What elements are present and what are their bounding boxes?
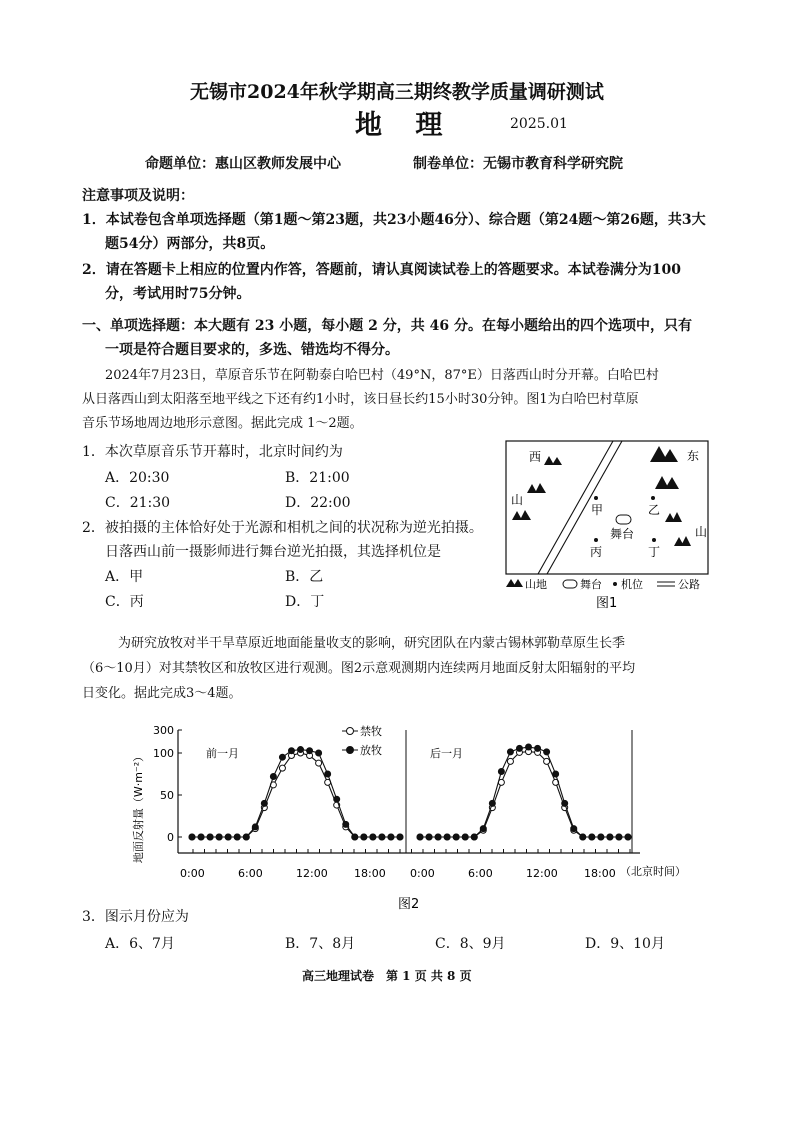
data-point-fangmu	[462, 834, 468, 840]
note-1-line1: 1．本试卷包含单项选择题（第1题～第23题，共23小题46分）、综合题（第24题～第26题，共3大	[82, 212, 706, 228]
stage-icon	[616, 515, 631, 524]
print-unit: 制卷单位：无锡市教育科学研究院	[413, 156, 623, 172]
data-point-fangmu	[225, 834, 231, 840]
chart-ylabel: 地面反射量（W·m⁻²）	[132, 750, 145, 864]
figure2-chart	[120, 715, 700, 935]
legend-stage-icon	[563, 580, 577, 588]
data-point-fangmu	[435, 834, 441, 840]
section1-line1: 一、单项选择题：本大题有 23 小题，每小题 2 分，共 46 分。在每小题给出的四个选项中，只有	[82, 318, 692, 334]
data-point-fangmu	[307, 748, 313, 754]
q3-option-d[interactable]: D．9、10月	[585, 936, 665, 952]
data-point-fangmu	[379, 834, 385, 840]
passage2-line2: （6～10月）对其禁牧区和放牧区进行观测。图2示意观测期内连续两月地面反射太阳辐射的平均	[82, 661, 636, 676]
data-point-fangmu	[489, 800, 495, 806]
data-point-fangmu	[261, 800, 267, 806]
camera-yi-icon	[651, 496, 655, 500]
data-point-fangmu	[397, 834, 403, 840]
passage1-line2: 从日落西山到太阳落至地平线之下还有约1小时，该日昼长约15小时30分钟。图1为白哈巴村草原	[82, 392, 639, 407]
y-tick-label: 0	[167, 831, 174, 844]
q1-option-b[interactable]: B．21:00	[285, 470, 350, 486]
data-point-fangmu	[544, 749, 550, 755]
q2-option-c[interactable]: C．丙	[105, 594, 144, 610]
exam-date: 2025.01	[510, 116, 568, 132]
legend-jinmu-icon	[347, 728, 354, 735]
q1-option-c[interactable]: C．21:30	[105, 495, 171, 511]
x-tick-label: 0:00	[180, 867, 205, 880]
legend-mountain-icon	[506, 579, 523, 587]
panel2-label: 后一月	[430, 747, 463, 760]
y-tick-label: 300	[153, 724, 174, 737]
q3-option-c[interactable]: C．8、9月	[435, 936, 506, 952]
data-point-fangmu	[352, 834, 358, 840]
data-point-fangmu	[216, 834, 222, 840]
data-point-fangmu	[325, 771, 331, 777]
legend-camera-icon	[613, 582, 617, 586]
label-stage: 舞台	[610, 527, 635, 541]
label-yi: 乙	[648, 503, 661, 517]
data-point-fangmu	[562, 800, 568, 806]
y-tick-label: 50	[160, 789, 174, 802]
data-point-jinmu	[544, 758, 550, 764]
series-line-fangmu	[420, 747, 628, 837]
note-2-line2: 分，考试用时75分钟。	[105, 286, 251, 302]
data-point-fangmu	[580, 834, 586, 840]
x-tick-label: 18:00	[354, 867, 386, 880]
x-tick-label: 0:00	[410, 867, 435, 880]
legend-jinmu-label: 禁牧	[360, 725, 382, 738]
data-point-fangmu	[516, 745, 522, 751]
passage1-line1: 2024年7月23日，草原音乐节在阿勒泰白哈巴村（49°N，87°E）日落西山时分开幕。白哈巴村	[105, 368, 659, 383]
data-point-fangmu	[361, 834, 367, 840]
legend-fangmu-label: 放牧	[360, 744, 382, 757]
data-point-fangmu	[198, 834, 204, 840]
series-line-jinmu	[192, 753, 400, 837]
label-mountain-left: 山	[511, 493, 524, 507]
notes-heading: 注意事项及说明：	[82, 188, 194, 204]
label-mountain-right: 山	[695, 525, 708, 539]
note-1-line2: 题54分）两部分，共8页。	[105, 236, 275, 252]
note-2-line1: 2．请在答题卡上相应的位置内作答，答题前，请认真阅读试卷上的答题要求。本试卷满分为100	[82, 262, 681, 278]
camera-jia-icon	[594, 496, 598, 500]
label-ding: 丁	[648, 545, 661, 559]
data-point-fangmu	[288, 748, 294, 754]
series-line-jinmu	[420, 752, 628, 837]
data-point-fangmu	[243, 834, 249, 840]
q1-option-d[interactable]: D．22:00	[285, 495, 351, 511]
q2-stem-line2: 日落西山前一摄影师进行舞台逆光拍摄，其选择机位是	[105, 544, 441, 560]
passage2-line1: 为研究放牧对半干旱草原近地面能量收支的影响，研究团队在内蒙古锡林郭勒草原生长季	[118, 636, 626, 651]
legend-camera: 机位	[621, 578, 643, 591]
panel1-label: 前一月	[206, 747, 239, 760]
data-point-fangmu	[453, 834, 459, 840]
author-unit: 命题单位：惠山区教师发展中心	[145, 156, 341, 172]
x-tick-label: 6:00	[238, 867, 263, 880]
data-point-fangmu	[343, 821, 349, 827]
data-point-fangmu	[417, 834, 423, 840]
legend-mountain: 山地	[525, 578, 547, 591]
data-point-fangmu	[607, 834, 613, 840]
data-point-fangmu	[298, 747, 304, 753]
data-point-fangmu	[207, 834, 213, 840]
q3-option-b[interactable]: B．7、8月	[285, 936, 356, 952]
data-point-fangmu	[252, 824, 258, 830]
data-point-fangmu	[471, 834, 477, 840]
data-point-fangmu	[571, 826, 577, 832]
data-point-fangmu	[316, 750, 322, 756]
data-point-fangmu	[270, 774, 276, 780]
data-point-fangmu	[426, 834, 432, 840]
x-tick-label: 12:00	[526, 867, 558, 880]
subject-title: 地 理	[355, 110, 455, 141]
q2-stem-line1: 2．被拍摄的主体恰好处于光源和相机之间的状况称为逆光拍摄。	[82, 520, 483, 536]
x-tick-label: 12:00	[296, 867, 328, 880]
data-point-fangmu	[526, 744, 532, 750]
figure1-map	[500, 436, 715, 614]
label-jia: 甲	[591, 503, 604, 517]
series-line-fangmu	[192, 750, 400, 837]
passage1-line3: 音乐节场地周边地形示意图。据此完成 1～2题。	[82, 416, 363, 431]
q2-option-d[interactable]: D．丁	[285, 594, 325, 610]
camera-bing-icon	[594, 538, 598, 542]
legend-road: 公路	[678, 578, 700, 591]
data-point-fangmu	[279, 754, 285, 760]
camera-ding-icon	[652, 538, 656, 542]
q2-option-b[interactable]: B．乙	[285, 569, 324, 585]
data-point-fangmu	[625, 834, 631, 840]
data-point-fangmu	[507, 749, 513, 755]
data-point-fangmu	[334, 796, 340, 802]
data-point-fangmu	[370, 834, 376, 840]
data-point-jinmu	[279, 765, 285, 771]
data-point-fangmu	[234, 834, 240, 840]
q3-option-a[interactable]: A．6、7月	[105, 936, 175, 952]
passage2-line3: 日变化。据此完成3～4题。	[82, 686, 242, 701]
label-bing: 丙	[590, 545, 603, 559]
section1-line2: 一项是符合题目要求的，多选、错选均不得分。	[105, 342, 399, 358]
data-point-fangmu	[189, 834, 195, 840]
data-point-fangmu	[498, 768, 504, 774]
x-tick-label: 18:00	[584, 867, 616, 880]
figure2-caption: 图2	[398, 897, 420, 912]
data-point-fangmu	[553, 771, 559, 777]
data-point-fangmu	[616, 834, 622, 840]
figure1-caption: 图1	[596, 596, 618, 611]
x-tick-label: 6:00	[468, 867, 493, 880]
data-point-fangmu	[598, 834, 604, 840]
y-tick-label: 100	[153, 747, 174, 760]
data-point-fangmu	[444, 834, 450, 840]
label-east: 东	[687, 449, 700, 463]
data-point-fangmu	[589, 834, 595, 840]
data-point-fangmu	[535, 745, 541, 751]
chart-xlabel: （北京时间）	[620, 865, 686, 878]
label-west: 西	[529, 450, 542, 464]
legend-fangmu-icon	[347, 747, 354, 754]
data-point-jinmu	[507, 758, 513, 764]
q1-option-a[interactable]: A．20:30	[105, 470, 170, 486]
q3-stem: 3．图示月份应为	[82, 909, 189, 925]
q2-option-a[interactable]: A．甲	[105, 569, 144, 585]
data-point-fangmu	[480, 826, 486, 832]
data-point-fangmu	[388, 834, 394, 840]
data-point-jinmu	[316, 760, 322, 766]
page-footer: 高三地理试卷 第 1 页 共 8 页	[302, 969, 472, 983]
exam-title: 无锡市2024年秋学期高三期终教学质量调研测试	[190, 81, 604, 103]
q1-stem: 1．本次草原音乐节开幕时，北京时间约为	[82, 444, 343, 460]
legend-stage: 舞台	[580, 578, 602, 591]
